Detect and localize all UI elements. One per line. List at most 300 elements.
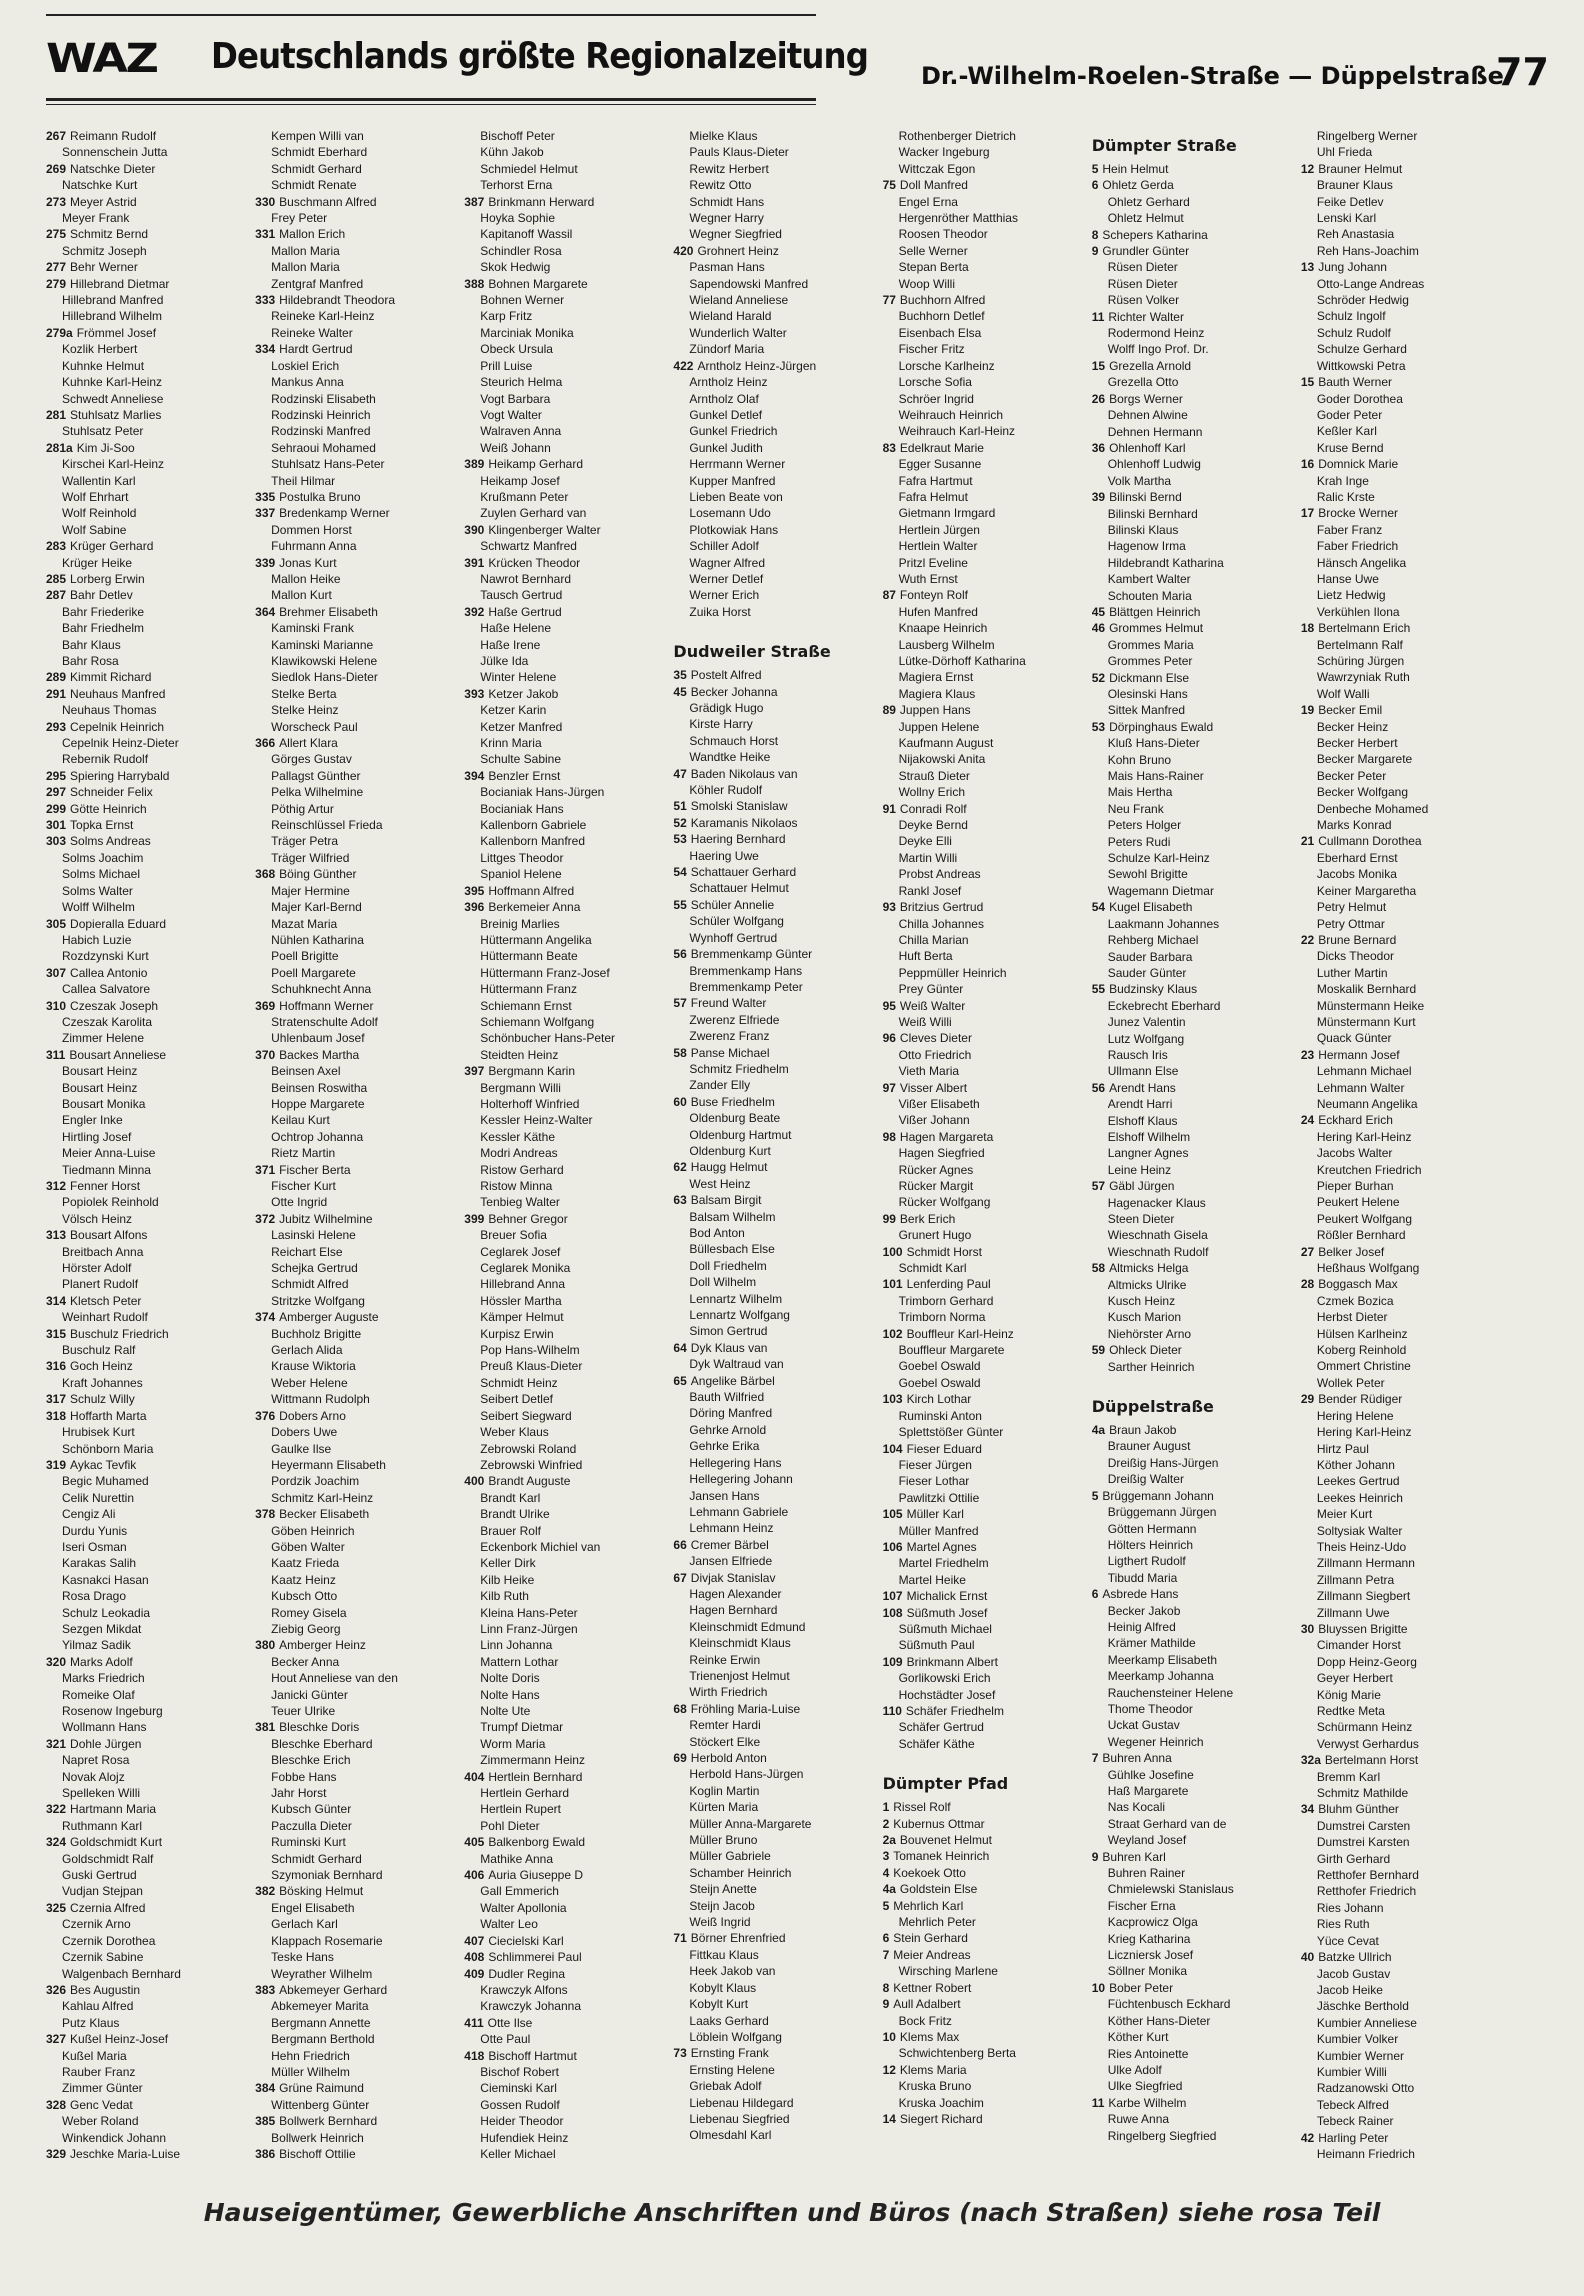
resident-name: Schulze Karl-Heinz <box>1107 851 1210 866</box>
directory-entry <box>464 555 659 571</box>
house-number: 328 <box>46 2097 67 2112</box>
directory-entry <box>673 407 868 423</box>
resident-name: Uckat Gustav <box>1107 1718 1180 1733</box>
house-number: 303 <box>46 834 67 849</box>
resident-name: Faber Franz <box>1316 522 1383 537</box>
directory-entry <box>1301 751 1496 767</box>
resident-name: Mehrlich Karl <box>893 1898 964 1913</box>
resident-name: Träger Petra <box>271 834 339 849</box>
directory-entry <box>673 555 868 571</box>
resident-name: Becker Peter <box>1316 768 1387 783</box>
directory-entry <box>464 423 659 439</box>
resident-name: Asbrede Hans <box>1102 1587 1179 1602</box>
resident-name: Rebernik Rudolf <box>62 752 149 767</box>
resident-name: Chmielewski Stanislaus <box>1107 1882 1234 1897</box>
directory-entry <box>46 276 241 292</box>
directory-entry <box>673 1077 868 1093</box>
directory-entry <box>1301 1293 1496 1309</box>
resident-name: Göben Walter <box>271 1539 345 1554</box>
directory-entry <box>464 1719 659 1735</box>
resident-name: Stuhlsatz Marlies <box>70 407 162 422</box>
resident-name: Behner Gregor <box>488 1211 568 1226</box>
resident-name: Gall Emmerich <box>480 1884 559 1899</box>
directory-entry <box>255 669 450 685</box>
house-number: 68 <box>673 1701 687 1716</box>
street-heading: Düppelstraße <box>1091 1397 1214 1417</box>
directory-entry <box>255 1670 450 1686</box>
directory-entry <box>46 538 241 554</box>
house-number: 314 <box>46 1293 67 1308</box>
directory-entry <box>883 620 1078 636</box>
directory-entry <box>46 1358 241 1374</box>
house-number: 399 <box>464 1211 485 1226</box>
directory-entry <box>46 1326 241 1342</box>
directory-entry <box>255 899 450 915</box>
directory-entry <box>673 1848 868 1864</box>
resident-name: Rausch Iris <box>1107 1047 1168 1062</box>
directory-entry <box>1301 883 1496 899</box>
directory-entry <box>1092 1701 1287 1717</box>
resident-name: Eckenbork Michiel van <box>480 1539 601 1554</box>
resident-name: Liebenau Siegfried <box>689 2111 790 2126</box>
directory-entry <box>1301 489 1496 505</box>
resident-name: Hoffmann Werner <box>279 998 374 1013</box>
directory-entry <box>464 308 659 324</box>
house-number: 269 <box>46 161 67 176</box>
house-number: 57 <box>673 996 687 1011</box>
house-number: 53 <box>1091 719 1106 734</box>
house-number: 273 <box>46 194 67 209</box>
resident-name: Schäfer Käthe <box>898 1736 975 1751</box>
directory-entry <box>46 653 241 669</box>
resident-name: Schamber Heinrich <box>689 1865 792 1880</box>
resident-name: Siedlok Hans-Dieter <box>271 670 378 685</box>
directory-entry <box>255 1326 450 1342</box>
directory-entry <box>1301 555 1496 571</box>
house-number: 289 <box>46 670 67 685</box>
resident-name: Schiemann Wolfgang <box>480 1014 595 1029</box>
resident-name: Hirtling Josef <box>62 1129 132 1144</box>
resident-name: Szymoniak Bernhard <box>271 1868 383 1883</box>
directory-entry <box>883 391 1078 407</box>
directory-entry <box>255 226 450 242</box>
resident-name: Hagen Bernhard <box>689 1603 778 1618</box>
directory-entry <box>46 1867 241 1883</box>
directory-entry <box>255 2031 450 2047</box>
directory-entry <box>464 505 659 521</box>
resident-name: Buhren Karl <box>1102 1849 1166 1864</box>
resident-name: Krawczyk Alfons <box>480 1982 568 1997</box>
house-number: 404 <box>464 1769 485 1784</box>
house-number: 333 <box>255 293 276 308</box>
resident-name: Teuer Ulrike <box>271 1704 336 1718</box>
resident-name: Prey Günter <box>898 982 964 997</box>
directory-entry <box>883 1014 1078 1030</box>
house-number: 279 <box>46 276 67 291</box>
resident-name: Becker Elisabeth <box>279 1507 370 1522</box>
resident-name: Weiß Walter <box>899 998 966 1013</box>
resident-name: Weiß Johann <box>480 440 551 455</box>
directory-entry <box>1301 1703 1496 1719</box>
directory-entry <box>1092 1914 1287 1930</box>
house-number: 322 <box>46 1802 67 1817</box>
house-number: 368 <box>255 867 276 882</box>
resident-name: Bocianiak Hans-Jürgen <box>480 785 605 800</box>
resident-name: Postelt Alfred <box>690 668 762 683</box>
resident-name: Iseri Osman <box>62 1539 127 1554</box>
resident-name: Hertlein Gerhard <box>480 1786 569 1801</box>
resident-name: Krußmann Peter <box>480 489 569 504</box>
resident-name: Bober Peter <box>1109 1980 1174 1995</box>
resident-name: Pasman Hans <box>689 260 765 275</box>
directory-entry <box>464 1654 659 1670</box>
house-number: 316 <box>46 1359 67 1374</box>
directory-entry <box>46 243 241 259</box>
resident-name: Mielke Klaus <box>689 129 758 143</box>
resident-name: Kluß Hans-Dieter <box>1107 736 1200 751</box>
directory-entry <box>673 1865 868 1881</box>
directory-entry <box>673 1930 868 1946</box>
resident-name: Kettner Robert <box>893 1980 972 1995</box>
resident-name: Zillmann Hermann <box>1316 1556 1415 1571</box>
resident-name: Grunert Hugo <box>898 1228 972 1243</box>
directory-entry <box>883 1408 1078 1424</box>
resident-name: Michalick Ernst <box>906 1589 988 1604</box>
directory-entry <box>883 1309 1078 1325</box>
resident-name: Walter Leo <box>480 1917 538 1932</box>
directory-entry <box>46 1162 241 1178</box>
resident-name: Gietmann Irmgard <box>898 506 996 521</box>
resident-name: Jacobs Walter <box>1316 1146 1393 1161</box>
resident-name: Götten Hermann <box>1107 1521 1197 1536</box>
resident-name: Zillmann Petra <box>1316 1572 1395 1587</box>
directory-entry <box>673 2127 868 2143</box>
resident-name: Ries Antoinette <box>1107 2046 1189 2061</box>
resident-name: Bohnen Werner <box>480 293 565 308</box>
directory-entry <box>1301 587 1496 603</box>
directory-entry <box>1092 932 1287 948</box>
resident-name: Solms Walter <box>62 883 133 898</box>
resident-name: Schwedt Anneliese <box>62 391 164 406</box>
resident-name: Rodzinski Heinrich <box>271 407 371 422</box>
directory-entry <box>1301 932 1496 948</box>
resident-name: Herbold Anton <box>690 1751 767 1765</box>
resident-name: Sauder Günter <box>1107 965 1187 980</box>
resident-name: Lausberg Wilhelm <box>898 637 995 652</box>
directory-entry <box>1301 1227 1496 1243</box>
directory-entry <box>255 2097 450 2113</box>
resident-name: Grezella Otto <box>1107 375 1179 390</box>
resident-name: Lieben Beate von <box>689 489 783 504</box>
house-number: 103 <box>882 1392 903 1407</box>
resident-name: Vißer Elisabeth <box>898 1096 980 1111</box>
directory-entry <box>46 2031 241 2047</box>
resident-name: Majer Hermine <box>271 883 350 898</box>
directory-entry <box>255 620 450 636</box>
directory-entry <box>1301 1588 1496 1604</box>
resident-name: Bouffleur Karl-Heinz <box>906 1326 1014 1341</box>
resident-name: Bouvenet Helmut <box>899 1833 992 1848</box>
resident-name: Stein Gerhard <box>893 1931 968 1946</box>
resident-name: Schiemann Ernst <box>480 998 572 1013</box>
resident-name: Schmidt Alfred <box>271 1277 349 1292</box>
directory-entry <box>673 1898 868 1914</box>
resident-name: Bahr Rosa <box>62 654 119 668</box>
directory-entry <box>464 1457 659 1473</box>
resident-name: Bischof Robert <box>480 2064 559 2079</box>
directory-entry <box>883 1293 1078 1309</box>
directory-entry <box>1301 456 1496 472</box>
resident-name: Schepers Katharina <box>1102 227 1208 242</box>
directory-entry <box>673 1832 868 1848</box>
resident-name: Laaks Gerhard <box>689 2013 769 2028</box>
house-number: 56 <box>673 947 687 962</box>
directory-entry <box>46 965 241 981</box>
directory-entry <box>673 2029 868 2045</box>
resident-name: Genc Vedat <box>70 2097 133 2112</box>
directory-entry <box>673 1734 868 1750</box>
directory-entry <box>1301 1998 1496 2014</box>
resident-name: Müller Anna-Margarete <box>689 1816 812 1831</box>
resident-name: Rosa Drago <box>62 1589 127 1604</box>
resident-name: Langner Agnes <box>1107 1146 1189 1161</box>
house-number: 327 <box>46 2032 67 2047</box>
house-number: 4a <box>1091 1423 1106 1438</box>
resident-name: Worm Maria <box>480 1736 546 1751</box>
directory-entry <box>46 1637 241 1653</box>
directory-entry <box>1301 1326 1496 1342</box>
directory-entry <box>1092 1471 1287 1487</box>
directory-entry <box>46 1441 241 1457</box>
resident-name: Wynhoff Gertrud <box>689 930 778 945</box>
directory-entry <box>464 1391 659 1407</box>
resident-name: Schüring Jürgen <box>1316 654 1405 668</box>
directory-entry <box>883 735 1078 751</box>
resident-name: Marciniak Monika <box>480 325 574 340</box>
resident-name: Lütke-Dörhoff Katharina <box>898 654 1026 668</box>
house-number: 15 <box>1091 358 1106 373</box>
resident-name: Heek Jakob van <box>689 1964 776 1979</box>
directory-entry <box>1301 833 1496 849</box>
house-number: 6 <box>1091 1587 1099 1602</box>
directory-entry <box>255 1588 450 1604</box>
directory-entry <box>464 1966 659 1982</box>
house-number: 315 <box>46 1326 67 1341</box>
resident-name: Knaape Heinrich <box>898 621 988 636</box>
resident-name: Becker Margarete <box>1316 752 1413 767</box>
resident-name: Oldenburg Kurt <box>689 1143 771 1158</box>
resident-name: Pop Hans-Wilhelm <box>480 1343 580 1358</box>
directory-entry <box>673 161 868 177</box>
resident-name: Keilau Kurt <box>271 1113 330 1128</box>
resident-name: Wollek Peter <box>1316 1375 1385 1390</box>
directory-entry <box>46 817 241 833</box>
directory-entry <box>46 1112 241 1128</box>
resident-name: Bod Anton <box>689 1226 745 1240</box>
resident-name: Bes Augustin <box>70 1982 141 1997</box>
resident-name: Steen Dieter <box>1107 1212 1175 1226</box>
house-number: 301 <box>46 818 67 833</box>
resident-name: Wolf Ehrhart <box>62 489 129 504</box>
house-number: 83 <box>882 440 896 455</box>
directory-entry <box>673 848 868 864</box>
resident-name: Celik Nurettin <box>62 1490 135 1505</box>
resident-name: Peppmüller Heinrich <box>898 965 1007 980</box>
directory-entry <box>1301 1391 1496 1407</box>
resident-name: Poell Brigitte <box>271 949 339 964</box>
directory-entry <box>46 391 241 407</box>
directory-entry <box>883 866 1078 882</box>
directory-entry <box>255 1441 450 1457</box>
resident-name: Dehnen Alwine <box>1107 408 1188 423</box>
directory-entry <box>46 2080 241 2096</box>
resident-name: Zillmann Siegbert <box>1316 1589 1411 1604</box>
resident-name: Linn Franz-Jürgen <box>480 1621 578 1636</box>
resident-name: Ruwe Anna <box>1107 2112 1170 2127</box>
directory-entry <box>883 1194 1078 1210</box>
resident-name: Meier Anna-Luise <box>62 1146 156 1161</box>
directory-entry <box>673 946 868 962</box>
directory-entry <box>673 1045 868 1061</box>
directory-entry <box>883 1799 1078 1815</box>
house-number: 283 <box>46 539 67 554</box>
resident-name: Tebeck Alfred <box>1316 2097 1389 2112</box>
directory-entry <box>673 930 868 946</box>
directory-entry <box>673 374 868 390</box>
resident-name: Wolff Wilhelm <box>62 900 135 915</box>
resident-name: Meerkamp Elisabeth <box>1107 1652 1218 1667</box>
directory-entry <box>1092 1898 1287 1914</box>
house-number: 310 <box>46 998 67 1013</box>
directory-entry <box>673 1766 868 1782</box>
directory-entry <box>1301 226 1496 242</box>
directory-entry <box>883 144 1078 160</box>
directory-entry <box>255 801 450 817</box>
resident-name: Reichart Else <box>271 1244 343 1259</box>
directory-entry <box>1301 2064 1496 2080</box>
directory-entry <box>1092 522 1287 538</box>
resident-name: Prill Luise <box>480 358 533 373</box>
resident-name: Bousart Heinz <box>62 1064 138 1079</box>
house-number: 9 <box>882 1997 890 2012</box>
house-number: 7 <box>1091 1751 1099 1766</box>
directory-entry <box>464 1227 659 1243</box>
directory-entry <box>1301 1523 1496 1539</box>
resident-name: Reinschlüssel Frieda <box>271 818 383 833</box>
directory-entry <box>1092 1931 1287 1947</box>
house-number: 23 <box>1300 1047 1315 1062</box>
resident-name: Kirschei Karl-Heinz <box>62 457 165 472</box>
directory-entry <box>46 1555 241 1571</box>
directory-entry <box>46 1933 241 1949</box>
resident-name: Kußel Heinz-Josef <box>70 2032 169 2047</box>
column-4 <box>673 128 868 2168</box>
directory-entry <box>883 637 1078 653</box>
resident-name: Lehmann Walter <box>1316 1080 1405 1095</box>
directory-entry <box>1092 1031 1287 1047</box>
resident-name: Moskalik Bernhard <box>1316 982 1417 997</box>
resident-name: Stelke Heinz <box>271 703 339 718</box>
directory-entry <box>1301 1916 1496 1932</box>
house-number: 405 <box>464 1835 485 1850</box>
resident-name: Becker Heinz <box>1316 719 1389 734</box>
directory-entry <box>46 423 241 439</box>
house-number: 381 <box>255 1720 276 1735</box>
resident-name: Kumbier Willi <box>1316 2064 1387 2079</box>
directory-entry <box>255 1687 450 1703</box>
directory-entry <box>883 1930 1078 1946</box>
directory-entry <box>1092 2062 1287 2078</box>
resident-name: Hirtz Paul <box>1316 1441 1369 1456</box>
directory-entry <box>1092 1129 1287 1145</box>
directory-entry <box>46 1834 241 1850</box>
directory-entry <box>883 308 1078 324</box>
resident-name: Amberger Auguste <box>279 1310 379 1325</box>
house-number: 295 <box>46 768 67 783</box>
resident-name: Kühn Jakob <box>480 145 544 160</box>
directory-entry <box>46 1309 241 1325</box>
directory-entry <box>673 604 868 620</box>
house-number: 11 <box>1091 2095 1105 2110</box>
directory-entry <box>46 177 241 193</box>
resident-name: Brauner Helmut <box>1318 161 1403 176</box>
resident-name: Dopp Heinz-Georg <box>1316 1654 1417 1669</box>
resident-name: Brauner August <box>1107 1439 1191 1454</box>
directory-entry <box>1092 1537 1287 1553</box>
resident-name: Hufendiek Heinz <box>480 2130 569 2145</box>
resident-name: Dumstrei Karsten <box>1316 1835 1410 1850</box>
resident-name: Kumbier Werner <box>1316 2048 1404 2063</box>
resident-name: Leekes Gertrud <box>1316 1474 1400 1489</box>
directory-entry <box>1301 1080 1496 1096</box>
resident-name: Czernik Sabine <box>62 1950 144 1965</box>
resident-name: Domnick Marie <box>1318 457 1399 472</box>
directory-entry <box>673 1668 868 1684</box>
house-number: 281a <box>46 440 73 455</box>
resident-name: Seibert Detlef <box>480 1392 553 1407</box>
resident-name: Schürmann Heinz <box>1316 1720 1413 1735</box>
directory-entry <box>1301 965 1496 981</box>
resident-name: Schmitz Friedhelm <box>689 1061 789 1076</box>
directory-entry <box>673 1701 868 1717</box>
directory-entry <box>46 1851 241 1867</box>
resident-name: Obeck Ursula <box>480 342 553 357</box>
resident-name: Rücker Agnes <box>898 1162 974 1177</box>
resident-name: Schmidt Gerhard <box>271 161 362 176</box>
directory-entry <box>883 1391 1078 1407</box>
resident-name: Ruthmann Karl <box>62 1818 143 1833</box>
directory-entry <box>1092 620 1287 636</box>
directory-entry <box>464 916 659 932</box>
directory-entry <box>464 899 659 915</box>
directory-entry <box>1301 1687 1496 1703</box>
directory-entry <box>464 735 659 751</box>
directory-entry <box>1092 1063 1287 1079</box>
directory-entry <box>1301 998 1496 1014</box>
directory-entry <box>1092 555 1287 571</box>
resident-name: Laakmann Johannes <box>1107 916 1220 931</box>
resident-name: Eberhard Ernst <box>1316 850 1398 865</box>
directory-entry <box>883 1848 1078 1864</box>
directory-entry <box>1092 571 1287 587</box>
resident-name: Hergenröther Matthias <box>898 211 1018 226</box>
directory-entry <box>673 2062 868 2078</box>
directory-entry <box>255 850 450 866</box>
directory-entry <box>1092 817 1287 833</box>
directory-entry <box>255 1834 450 1850</box>
resident-name: Hagenow Irma <box>1107 539 1186 554</box>
directory-entry <box>255 194 450 210</box>
